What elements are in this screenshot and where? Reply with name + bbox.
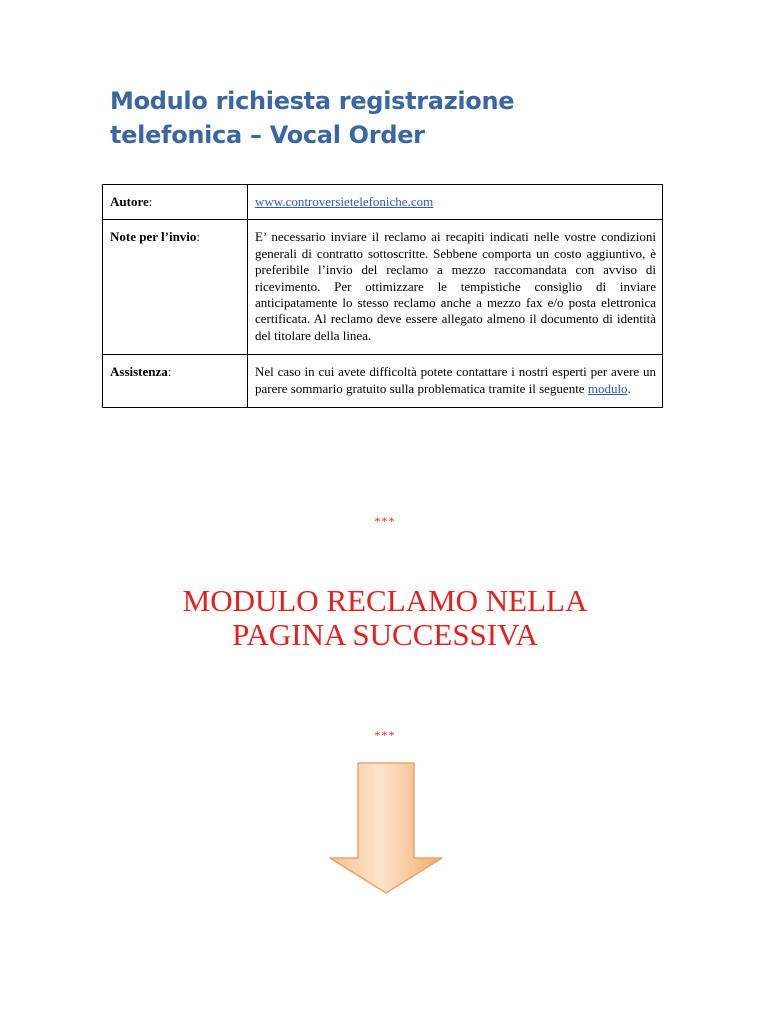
assistenza-label-colon: : — [167, 364, 172, 380]
info-table — [102, 184, 663, 408]
table-row-assistenza — [103, 355, 663, 408]
assistenza-text-end: . — [627, 380, 631, 396]
assistenza-text: Nel caso in cui avete difficoltà potete contattare i nostri esperti per avere un parere sommario gratuito sulla problematica tramite il seguente — [255, 364, 656, 396]
table-row-note — [103, 220, 663, 355]
note-label: Note per l’invio — [110, 229, 197, 245]
document-title-line2: telefonica – Vocal Order — [110, 121, 425, 149]
notice-heading — [0, 584, 770, 652]
website-link[interactable]: www.controversietelefoniche.com — [255, 194, 434, 209]
assistenza-value-cell — [248, 355, 663, 408]
autore-label-colon: : — [148, 194, 153, 209]
separator-bottom: *** — [374, 728, 396, 742]
table-row-autore — [103, 185, 663, 220]
notice-line2: PAGINA SUCCESSIVA — [232, 617, 538, 652]
assistenza-label-cell — [103, 355, 248, 408]
note-label-cell — [103, 220, 248, 355]
modulo-link[interactable]: modulo — [587, 380, 628, 396]
notice-line1: MODULO RECLAMO NELLA — [182, 583, 588, 618]
autore-label-cell — [103, 185, 248, 220]
autore-label: Autore — [110, 194, 149, 209]
document-title-line1: Modulo richiesta registrazione — [110, 87, 515, 115]
down-arrow-icon — [327, 760, 445, 896]
assistenza-label: Assistenza — [110, 364, 168, 380]
note-label-colon: : — [196, 229, 201, 245]
document-title — [110, 84, 670, 152]
autore-value-cell — [248, 185, 663, 220]
note-text: E’ necessario inviare il reclamo ai recapiti indicati nelle vostre condizioni generali di contratto sottoscritte. Sebbene comporta un costo aggiuntivo, è preferibile l’invio del reclamo a mezzo raccomandata con avviso di ricevimento. Per ottimizzare le tempistiche consiglio di inviare anticipatamente lo stesso reclamo anche a mezzo fax e/o posta elettronica certificata. Al reclamo deve essere allegato almeno il documento di identità del titolare della linea. — [248, 220, 663, 355]
separator-top: *** — [374, 514, 396, 528]
